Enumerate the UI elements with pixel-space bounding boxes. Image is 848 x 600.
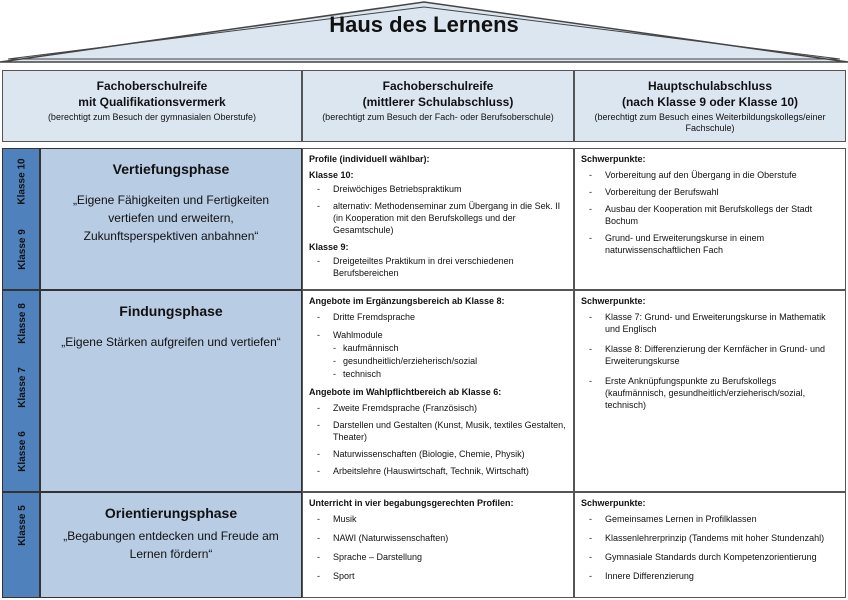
list-item: - NAWI (Naturwissenschaften) [309,532,567,544]
page-title: Haus des Lernens [329,12,519,37]
cell-heading: Schwerpunkte: [581,154,646,164]
list-item: - technisch [333,368,567,380]
phase-orientierung [40,492,302,598]
column-header-note: (berechtigt zum Besuch der Fach- oder Berufsoberschule) [322,112,554,122]
column-header-subtitle: mit Qualifikationsvermerk [78,95,226,109]
column-header-title: Hauptschulabschluss [647,79,773,93]
list-item: - gesundheitlich/erzieherisch/sozial [333,355,567,367]
cell-heading: Profile (individuell wählbar): [309,154,430,164]
cell-heading: Angebote im Ergänzungsbereich ab Klasse 8: [309,296,505,306]
list-item: - Musik [309,513,567,525]
class-label: Klasse 10 [16,157,28,205]
column-header-note: (berechtigt zum Besuch eines Weiterbildungskollegs/einer Fachschule) [594,112,826,133]
column-header-2 [302,70,574,142]
item-list [581,311,839,411]
class-label: Klasse 8 [16,302,28,344]
cell-heading: Unterricht in vier begabungsgerechten Profilen: [309,498,514,508]
phase-motto: „Eigene Fähigkeiten und Fertigkeiten vertiefen und erweitern, Zukunftsperspektiven anbahnen“ [72,193,270,243]
class-sidebar-row-1 [2,148,40,290]
profiles-cell-row-1 [302,148,574,290]
column-header-title: Fachoberschulreife [382,79,494,93]
item-list [309,183,567,236]
class-sidebar-row-2 [2,290,40,492]
focus-cell-row-2 [574,290,846,492]
list-item: - Sport [309,570,567,582]
list-item: - Grund- und Erweiterungskurse in einem naturwissenschaftlichen Fach [581,232,839,256]
profiles-cell-row-3 [302,492,574,598]
list-item: - Dreigeteiltes Praktikum in drei verschiedenen Berufsbereichen [309,255,567,279]
column-header-title: Fachoberschulreife [96,79,208,93]
column-header-3 [574,70,846,142]
sub-item-list [333,342,567,380]
phase-title: Vertiefungsphase [112,161,230,177]
list-item: - Naturwissenschaften (Biologie, Chemie, Physik) [309,448,567,460]
list-item: - Wahlmodule [309,329,567,341]
list-item: - Zweite Fremdsprache (Französisch) [309,402,567,414]
column-header-subtitle: (nach Klasse 9 oder Klasse 10) [621,95,799,109]
item-list [581,169,839,256]
item-list [581,513,839,582]
list-item: - Innere Differenzierung [581,570,839,582]
list-item: - Ausbau der Kooperation mit Berufskollegs der Stadt Bochum [581,203,839,227]
class-sidebar-row-3 [2,492,40,598]
offers-cell-row-2 [302,290,574,492]
focus-cell-row-3 [574,492,846,598]
item-list [309,255,567,279]
list-item: - Arbeitslehre (Hauswirtschaft, Technik, Wirtschaft) [309,465,567,477]
list-item: - Darstellen und Gestalten (Kunst, Musik, textiles Gestalten, Theater) [309,419,567,443]
phase-title: Findungsphase [119,303,223,319]
list-item: - Klasse 8: Differenzierung der Kernfächer in Grund- und Erweiterungskurse [581,343,839,367]
class-label: Klasse 7 [16,366,28,408]
cell-heading: Angebote im Wahlpflichtbereich ab Klasse 6: [309,387,502,397]
focus-cell-row-1 [574,148,846,290]
list-item: - Gymnasiale Standards durch Kompetenzorientierung [581,551,839,563]
item-list [309,513,567,582]
item-list [309,402,567,477]
group-heading: Klasse 9: [309,242,349,252]
class-label: Klasse 6 [16,430,28,472]
column-header-1 [2,70,302,142]
phase-motto: „Eigene Stärken aufgreifen und vertiefen“ [61,335,281,349]
list-item: - Sprache – Darstellung [309,551,567,563]
list-item: - kaufmännisch [333,342,567,354]
list-item: - Klassenlehrerprinzip (Tandems mit hoher Stundenzahl) [581,532,839,544]
list-item: - Dritte Fremdsprache [309,311,567,323]
phase-motto: „Begabungen entdecken und Freude am Lernen fördern“ [63,529,279,561]
list-item: - Vorbereitung der Berufswahl [581,186,839,198]
phase-vertiefung [40,148,302,290]
cell-heading: Schwerpunkte: [581,498,646,508]
phase-title: Orientierungsphase [104,505,238,521]
column-header-subtitle: (mittlerer Schulabschluss) [362,95,514,109]
list-item: - Klasse 7: Grund- und Erweiterungskurse in Mathematik und Englisch [581,311,839,335]
item-list [309,311,567,341]
list-item: - Vorbereitung auf den Übergang in die Oberstufe [581,169,839,181]
list-item: - alternativ: Methodenseminar zum Übergang in die Sek. II (in Kooperation mit den Berufskollegs und der Gesamtschule) [309,200,567,236]
list-item: - Dreiwöchiges Betriebspraktikum [309,183,567,195]
phase-findung [40,290,302,492]
column-header-note: (berechtigt zum Besuch der gymnasialen Oberstufe) [47,112,257,122]
group-heading: Klasse 10: [309,170,354,180]
list-item: - Erste Anknüpfungspunkte zu Berufskollegs (kaufmännisch, gesundheitlich/erzieherisch/sozial, technisch) [581,375,839,411]
list-item: - Gemeinsames Lernen in Profilklassen [581,513,839,525]
class-label: Klasse 5 [16,504,28,546]
cell-heading: Schwerpunkte: [581,296,646,306]
class-label: Klasse 9 [16,228,28,270]
